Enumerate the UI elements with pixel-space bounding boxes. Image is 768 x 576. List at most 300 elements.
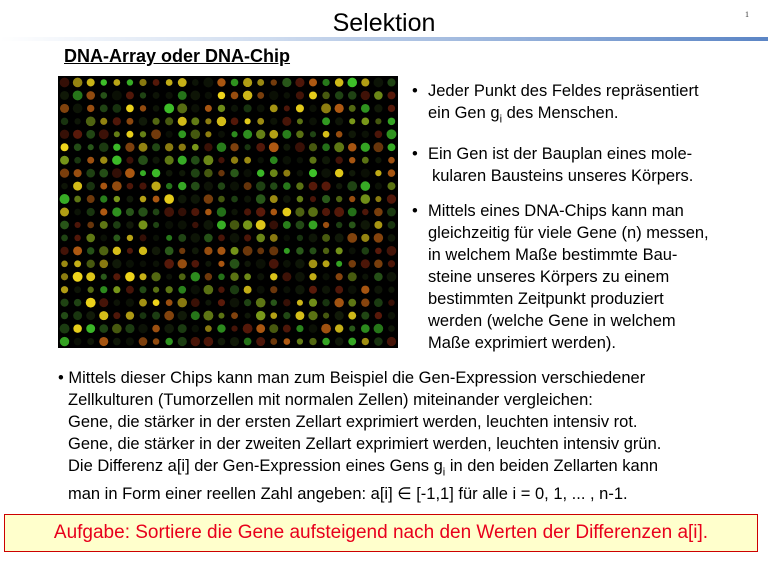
array-spot — [256, 234, 265, 243]
array-spot — [126, 221, 133, 228]
array-spot — [336, 261, 342, 267]
array-spot — [178, 220, 187, 229]
array-spot — [61, 312, 68, 319]
array-spot — [374, 78, 384, 88]
array-spot — [360, 194, 370, 204]
array-spot — [322, 299, 329, 306]
array-spot — [74, 338, 82, 346]
array-spot — [297, 300, 303, 306]
array-spot — [282, 117, 291, 126]
array-spot — [218, 261, 224, 267]
array-spot — [270, 169, 278, 177]
array-spot — [295, 285, 304, 294]
array-spot — [309, 338, 316, 345]
array-spot — [231, 196, 238, 203]
array-spot — [113, 221, 121, 229]
array-spot — [178, 311, 187, 320]
array-spot — [269, 91, 278, 100]
array-spot — [282, 272, 291, 281]
array-spot — [99, 169, 108, 178]
array-spot — [257, 105, 265, 113]
array-spot — [322, 143, 330, 151]
array-spot — [348, 143, 357, 152]
array-spot — [218, 313, 224, 319]
array-spot — [296, 91, 304, 99]
array-spot — [153, 105, 160, 112]
array-spot — [74, 260, 81, 267]
array-spot — [270, 234, 278, 242]
array-spot — [230, 285, 239, 294]
array-spot — [86, 272, 95, 281]
bullet-line: • Jeder Punkt des Feldes repräsentiert — [428, 82, 699, 100]
array-spot — [269, 246, 278, 255]
array-spot — [164, 207, 174, 217]
array-spot — [113, 247, 121, 255]
array-spot — [178, 259, 187, 268]
array-spot — [270, 312, 277, 319]
array-spot — [387, 272, 397, 282]
array-spot — [322, 117, 330, 125]
array-spot — [153, 92, 160, 99]
array-spot — [230, 298, 240, 308]
array-spot — [270, 286, 277, 293]
array-spot — [348, 299, 356, 307]
array-spot — [295, 259, 305, 269]
array-spot — [166, 131, 173, 138]
array-spot — [87, 338, 94, 345]
array-spot — [283, 170, 290, 177]
array-spot — [139, 247, 147, 255]
array-spot — [218, 287, 224, 293]
array-spot — [140, 312, 147, 319]
array-spot — [308, 311, 317, 320]
array-spot — [139, 143, 148, 152]
array-spot — [192, 79, 199, 86]
array-spot — [74, 299, 81, 306]
array-spot — [61, 286, 68, 293]
array-spot — [152, 247, 161, 256]
array-spot — [153, 79, 160, 86]
array-spot — [204, 169, 213, 178]
array-spot — [165, 143, 173, 151]
array-spot — [153, 196, 160, 203]
bullet-item — [410, 80, 765, 130]
array-spot — [347, 233, 357, 243]
array-spot — [297, 196, 304, 203]
array-spot — [87, 105, 94, 112]
array-spot — [73, 90, 83, 100]
array-spot — [192, 247, 199, 254]
array-spot — [205, 92, 212, 99]
array-spot — [217, 220, 226, 229]
array-spot — [297, 235, 303, 241]
array-spot — [387, 129, 397, 139]
array-spot — [191, 285, 200, 294]
page-number: 1 — [745, 10, 749, 19]
array-spot — [257, 273, 264, 280]
array-spot — [218, 182, 225, 189]
array-spot — [60, 324, 70, 334]
array-spot — [125, 272, 135, 282]
array-spot — [192, 222, 198, 228]
array-spot — [114, 299, 121, 306]
array-spot — [283, 286, 290, 293]
array-spot — [361, 104, 370, 113]
array-spot — [269, 324, 278, 333]
array-spot — [153, 261, 160, 268]
array-spot — [335, 286, 343, 294]
array-spot — [205, 131, 211, 137]
body-line — [58, 455, 764, 483]
array-spot — [335, 169, 343, 177]
array-spot — [335, 324, 343, 332]
array-spot — [217, 78, 225, 86]
array-spot — [296, 182, 303, 189]
array-spot — [217, 247, 225, 255]
array-spot — [283, 144, 290, 151]
array-spot — [126, 311, 134, 319]
array-spot — [323, 131, 330, 138]
array-spot — [139, 337, 148, 346]
array-spot — [192, 144, 199, 151]
array-spot — [165, 338, 172, 345]
array-spot — [205, 261, 211, 267]
array-spot — [335, 91, 343, 99]
array-spot — [74, 157, 81, 164]
array-spot — [99, 298, 108, 307]
array-spot — [374, 298, 383, 307]
body-text — [58, 367, 764, 505]
array-spot — [296, 131, 304, 139]
array-spot — [61, 235, 68, 242]
array-spot — [244, 157, 251, 164]
array-spot — [283, 156, 292, 165]
array-spot — [336, 222, 342, 228]
array-spot — [86, 169, 95, 178]
array-spot — [243, 78, 252, 87]
array-spot — [140, 196, 147, 203]
gene-text: ein Gen g — [428, 104, 500, 122]
array-spot — [153, 299, 160, 306]
array-spot — [244, 182, 252, 190]
array-spot — [191, 233, 201, 243]
array-spot — [309, 91, 317, 99]
array-spot — [139, 183, 146, 190]
array-spot — [100, 183, 107, 190]
array-spot — [256, 130, 265, 139]
array-spot — [309, 247, 316, 254]
array-spot — [166, 286, 173, 293]
array-spot — [335, 233, 344, 242]
gene-subscript: i — [442, 466, 446, 479]
body-text-b: in den beiden Zellarten kann — [445, 457, 659, 475]
array-spot — [231, 105, 238, 112]
array-spot — [139, 117, 148, 126]
array-spot — [230, 233, 240, 243]
array-spot — [112, 181, 122, 191]
array-spot — [203, 311, 213, 321]
array-spot — [297, 170, 304, 177]
array-spot — [126, 105, 134, 113]
array-spot — [60, 130, 69, 139]
array-spot — [204, 285, 214, 295]
array-spot — [323, 260, 330, 267]
array-spot — [86, 260, 94, 268]
array-spot — [126, 260, 134, 268]
array-spot — [217, 117, 226, 126]
array-spot — [114, 131, 120, 137]
array-spot — [178, 195, 187, 204]
array-spot — [178, 156, 187, 165]
array-spot — [114, 196, 120, 202]
slide-subtitle: DNA-Array oder DNA-Chip — [64, 46, 291, 66]
array-spot — [257, 92, 264, 99]
array-spot — [269, 259, 279, 269]
array-spot — [388, 325, 395, 332]
array-spot — [361, 118, 369, 126]
array-spot — [270, 104, 278, 112]
array-spot — [243, 324, 253, 334]
array-spot — [245, 313, 251, 319]
array-spot — [152, 312, 160, 320]
array-spot — [179, 144, 186, 151]
array-spot — [127, 248, 133, 254]
array-spot — [191, 194, 200, 203]
array-spot — [86, 130, 95, 139]
array-spot — [283, 208, 292, 217]
array-spot — [271, 299, 277, 305]
array-spot — [205, 118, 211, 124]
array-spot — [375, 118, 381, 124]
array-spot — [269, 221, 278, 230]
array-spot — [205, 209, 212, 216]
array-spot — [153, 209, 160, 216]
array-spot — [244, 338, 252, 346]
array-spot — [361, 234, 369, 242]
array-spot — [164, 194, 174, 204]
gene-text-rest: des Menschen. — [502, 104, 619, 122]
bullet-line: in welchem Maße bestimmte Bau- — [428, 246, 678, 265]
array-spot — [284, 235, 291, 242]
array-spot — [178, 130, 186, 138]
array-spot — [218, 105, 225, 112]
array-spot — [347, 78, 357, 88]
array-spot — [73, 311, 82, 320]
array-spot — [73, 246, 82, 255]
array-spot — [297, 157, 303, 163]
array-spot — [349, 170, 355, 176]
array-spot — [127, 183, 134, 190]
array-spot — [153, 235, 159, 241]
array-spot — [203, 77, 213, 87]
array-spot — [139, 79, 146, 86]
array-spot — [86, 311, 95, 320]
array-spot — [99, 324, 108, 333]
array-spot — [140, 234, 147, 241]
array-spot — [218, 196, 225, 203]
bullet-line: • Ein Gen ist der Bauplan eines mole- — [428, 145, 693, 164]
array-spot — [388, 260, 395, 267]
array-spot — [349, 326, 355, 332]
array-spot — [205, 273, 212, 280]
array-spot — [321, 168, 331, 178]
array-spot — [309, 143, 317, 151]
array-spot — [60, 168, 69, 177]
array-spot — [126, 286, 134, 294]
array-spot — [87, 195, 95, 203]
array-spot — [60, 156, 69, 165]
array-spot — [257, 118, 264, 125]
array-spot — [87, 157, 94, 164]
array-spot — [310, 196, 316, 202]
array-spot — [269, 142, 279, 152]
array-spot — [309, 169, 317, 177]
array-spot — [60, 337, 69, 346]
array-spot — [177, 103, 187, 113]
array-spot — [309, 182, 318, 191]
array-spot — [322, 182, 331, 191]
array-spot — [387, 78, 395, 86]
array-spot — [101, 79, 107, 85]
array-spot — [60, 194, 70, 204]
array-spot — [100, 118, 107, 125]
body-line: Gene, die stärker in der ersten Zellart exprimiert werden, leuchten intensiv rot. — [68, 413, 638, 431]
array-spot — [73, 272, 83, 282]
array-spot — [126, 208, 134, 216]
array-spot — [244, 195, 251, 202]
array-spot — [322, 92, 329, 99]
array-spot — [271, 79, 277, 85]
array-spot — [335, 337, 343, 345]
body-line: man in Form einer reellen Zahl angeben: a[i] ∈ [-1,1] für alle i = 0, 1, ... , n-1. — [68, 485, 628, 504]
array-spot — [348, 91, 357, 100]
array-spot — [362, 338, 369, 345]
array-spot — [256, 311, 265, 320]
body-line: Gene, die stärker in der zweiten Zellart exprimiert werden, leuchten intensiv grün. — [68, 435, 662, 453]
array-spot — [387, 208, 396, 217]
array-spot — [309, 299, 317, 307]
array-spot — [375, 130, 383, 138]
array-spot — [164, 103, 174, 113]
array-spot — [74, 235, 80, 241]
array-spot — [73, 104, 83, 114]
array-spot — [348, 260, 356, 268]
array-spot — [284, 105, 290, 111]
array-spot — [270, 182, 277, 189]
array-spot — [257, 79, 264, 86]
array-spot — [284, 92, 291, 99]
array-spot — [257, 169, 265, 177]
array-spot — [388, 299, 394, 305]
array-spot — [61, 273, 68, 280]
array-spot — [164, 324, 174, 334]
array-spot — [348, 272, 357, 281]
array-spot — [112, 168, 122, 178]
array-spot — [164, 311, 174, 321]
array-spot — [361, 143, 370, 152]
array-spot — [244, 286, 252, 294]
array-spot — [138, 207, 147, 216]
array-spot — [374, 91, 383, 100]
array-spot — [309, 324, 318, 333]
bullet-line: kularen Bausteins unseres Körpers. — [432, 167, 694, 186]
array-spot — [323, 313, 329, 319]
array-spot — [256, 143, 265, 152]
task-box: Aufgabe: Sortiere die Gene aufsteigend nach den Werten der Differenzen a[i]. — [4, 514, 758, 552]
array-spot — [99, 337, 108, 346]
array-spot — [230, 182, 239, 191]
array-spot — [374, 104, 382, 112]
body-line: Zellkulturen (Tumorzellen mit normalen Zellen) miteinander vergleichen: — [68, 391, 593, 409]
array-spot — [204, 181, 213, 190]
array-spot — [284, 248, 290, 254]
array-spot — [126, 196, 133, 203]
array-spot — [297, 338, 303, 344]
array-spot — [283, 221, 291, 229]
array-spot — [295, 311, 304, 320]
array-spot — [179, 273, 186, 280]
array-spot — [100, 208, 107, 215]
array-spot — [361, 298, 369, 306]
array-spot — [140, 92, 146, 98]
array-spot — [113, 273, 120, 280]
array-spot — [113, 144, 120, 151]
array-spot — [270, 209, 277, 216]
array-spot — [86, 182, 95, 191]
array-spot — [361, 286, 369, 294]
title-rule — [0, 37, 768, 41]
array-spot — [152, 325, 160, 333]
array-spot — [269, 130, 278, 139]
array-spot — [178, 182, 186, 190]
array-spot — [192, 325, 199, 332]
array-spot — [166, 79, 173, 86]
array-spot — [308, 207, 318, 217]
array-spot — [139, 273, 146, 280]
array-spot — [387, 337, 396, 346]
array-spot — [164, 259, 174, 269]
array-spot — [335, 117, 343, 125]
array-spot — [165, 156, 174, 165]
array-spot — [388, 105, 395, 112]
array-spot — [125, 168, 135, 178]
array-spot — [61, 143, 69, 151]
array-spot — [374, 208, 383, 217]
array-spot — [151, 129, 161, 139]
array-spot — [231, 247, 239, 255]
array-spot — [231, 131, 237, 137]
array-spot — [361, 181, 371, 191]
array-spot — [75, 222, 81, 228]
array-spot — [336, 273, 343, 280]
array-spot — [99, 259, 108, 268]
array-spot — [231, 209, 237, 215]
array-spot — [257, 157, 263, 163]
array-spot — [282, 78, 291, 87]
array-spot — [256, 324, 265, 333]
array-spot — [349, 118, 355, 124]
array-spot — [138, 324, 147, 333]
array-spot — [245, 118, 251, 124]
array-spot — [218, 170, 224, 176]
array-spot — [388, 287, 394, 293]
array-spot — [140, 131, 146, 137]
slide-title: Selektion — [332, 9, 436, 37]
array-spot — [61, 183, 68, 190]
array-spot — [126, 91, 134, 99]
array-spot — [243, 220, 252, 229]
array-spot — [179, 170, 185, 176]
